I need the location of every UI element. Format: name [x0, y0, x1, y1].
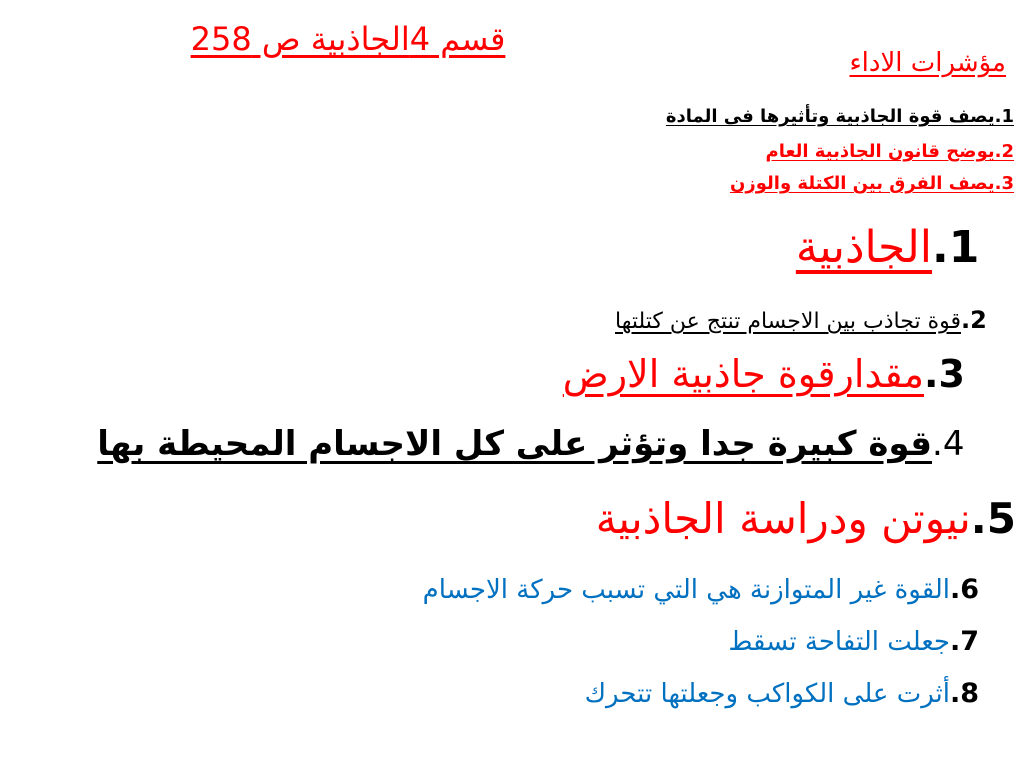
list-text: أثرت على الكواكب وجعلتها تتحرك — [584, 679, 950, 709]
list-item — [97, 424, 1016, 464]
list-item — [615, 306, 1016, 334]
list-item — [596, 494, 1016, 543]
list-number: 3. — [924, 352, 965, 396]
list-text: نيوتن ودراسة الجاذبية — [595, 494, 971, 543]
slide-title: قسم 4الجاذبية ص 258 — [190, 20, 506, 58]
list-item — [423, 574, 1016, 605]
indicator-item: 2.يوضح قانون الجاذبية العام — [765, 141, 1014, 162]
list-text: جعلت التفاحة تسقط — [728, 627, 950, 657]
list-text: مقدارقوة جاذبية الارض — [562, 352, 924, 396]
list-text: الجاذبية — [795, 222, 932, 273]
list-number: 4. — [932, 424, 965, 464]
list-item — [796, 222, 1016, 273]
list-text: قوة كبيرة جدا وتؤثر على كل الاجسام المحيطة بها — [97, 424, 932, 464]
indicator-item: 1.يصف قوة الجاذبية وتأثيرها فى المادة — [665, 106, 1014, 127]
indicator-item: 3.يصف الفرق بين الكتلة والوزن — [730, 173, 1014, 194]
list-text: القوة غير المتوازنة هي التي تسبب حركة الاجسام — [422, 575, 950, 605]
indicators-heading: مؤشرات الاداء — [849, 48, 1006, 78]
list-number: 7. — [950, 626, 980, 657]
list-number: 1. — [932, 222, 980, 273]
list-item — [585, 678, 1016, 709]
list-number: 2. — [961, 306, 987, 334]
list-item — [728, 626, 1016, 657]
list-number: 8. — [950, 678, 980, 709]
list-number: 5. — [970, 494, 1016, 543]
list-number: 6. — [950, 574, 980, 605]
list-text: قوة تجاذب بين الاجسام تنتج عن كتلتها — [615, 309, 961, 334]
list-item — [563, 352, 1016, 396]
